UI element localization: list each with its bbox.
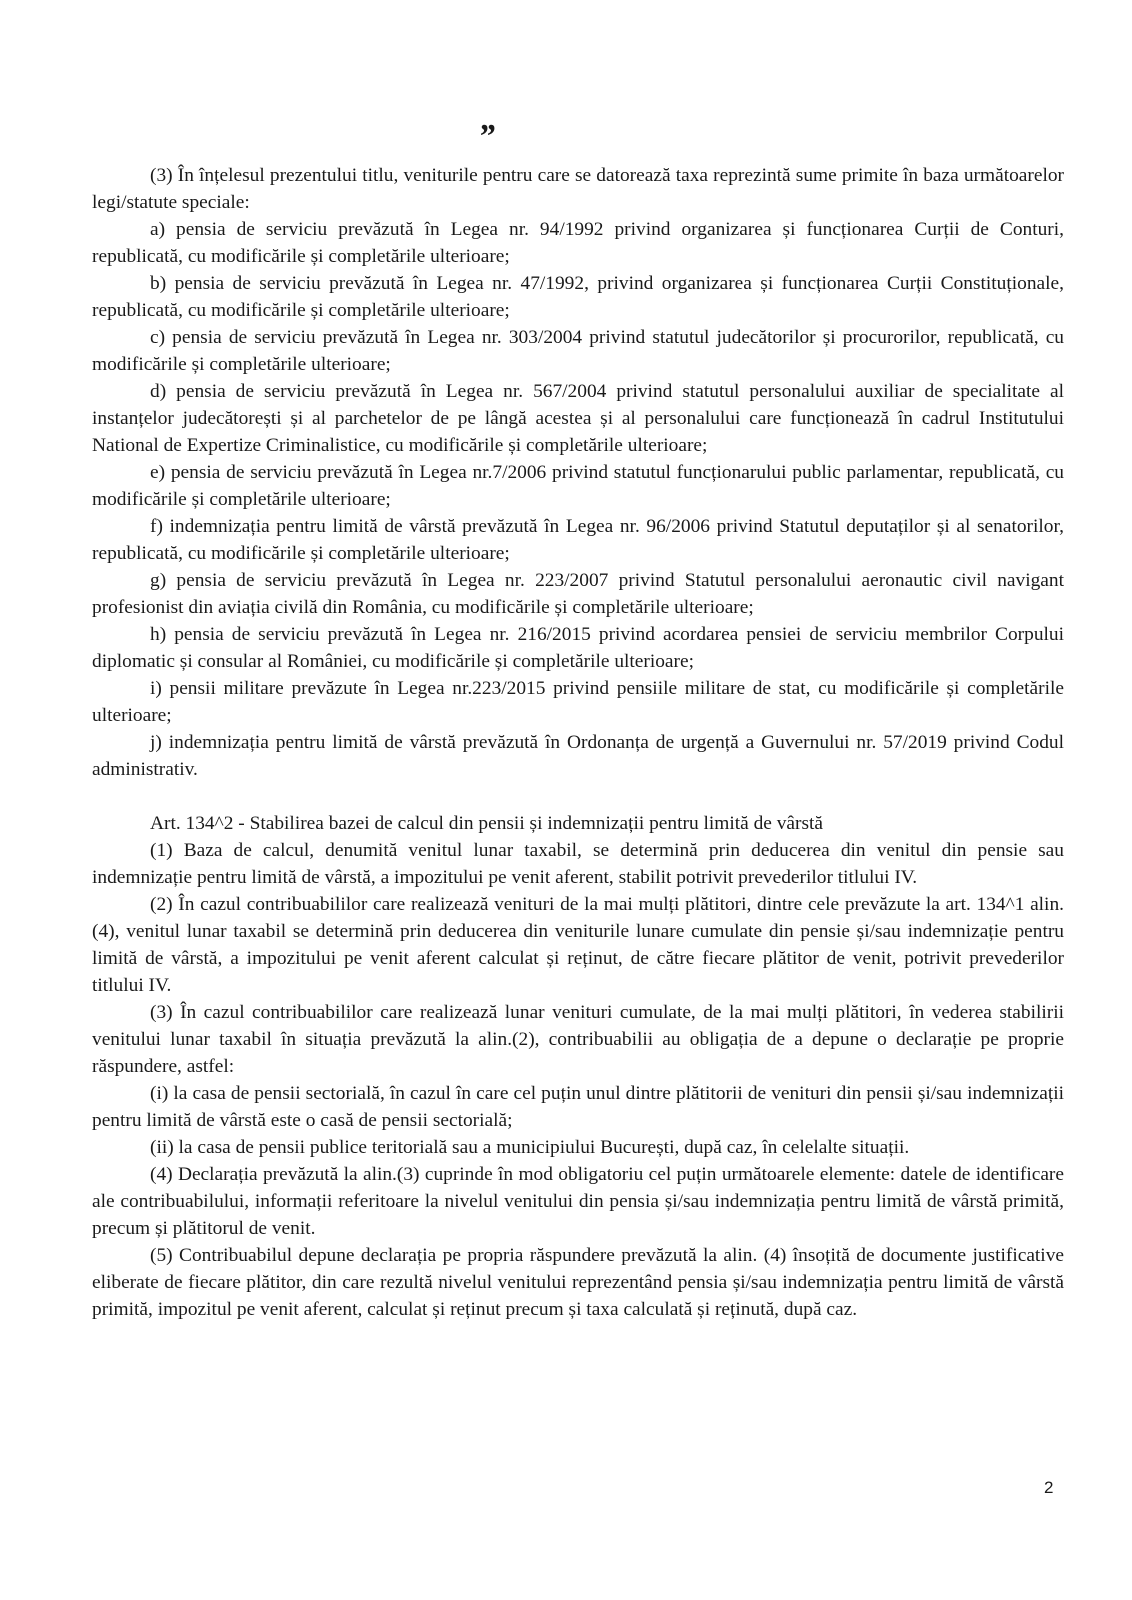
section-3-intro: (3) În înțelesul prezentului titlu, veniturile pentru care se datorează taxa reprezintă sume primite în baza următoarelor legi/statute speciale: <box>92 165 1064 213</box>
article-paragraph-5: (5) Contribuabilul depune declarația pe propria răspundere prevăzută la alin. (4) însoțită de documente justificative eliberate de fiecare plătitor, din care rezultă nivelul venitului reprezentând pensia și/sau indemnizația pentru limită de vârstă primită, impozitul pe venit aferent, calculat și reținut precum și taxa calculată și reținută, după caz. <box>92 1245 1064 1320</box>
quotation-mark: ” <box>478 118 494 155</box>
list-item-f: f) indemnizația pentru limită de vârstă prevăzută în Legea nr. 96/2006 privind Statutul deputaților și al senatorilor, republicată, cu modificările și completările ulterioare; <box>92 516 1064 564</box>
list-item-c: c) pensia de serviciu prevăzută în Legea nr. 303/2004 privind statutul judecătorilor și procurorilor, republicată, cu modificările și completările ulterioare; <box>92 327 1064 375</box>
article-paragraph-1: (1) Baza de calcul, denumită venitul lunar taxabil, se determină prin deducerea din venitul din pensie sau indemnizație pentru limită de vârstă, a impozitului pe venit aferent, stabilit potrivit prevederilor titlului IV. <box>92 840 1064 888</box>
article-title: Art. 134^2 - Stabilirea bazei de calcul din pensii și indemnizații pentru limită de vârstă <box>150 813 824 834</box>
list-item-g: g) pensia de serviciu prevăzută în Legea nr. 223/2007 privind Statutul personalului aeronautic civil navigant profesionist din aviația civilă din România, cu modificările și completările ulterioare; <box>92 570 1064 618</box>
list-item-h: h) pensia de serviciu prevăzută în Legea nr. 216/2015 privind acordarea pensiei de serviciu membrilor Corpului diplomatic și consular al României, cu modificările și completările ulterioare; <box>92 624 1064 672</box>
list-item-b: b) pensia de serviciu prevăzută în Legea nr. 47/1992, privind organizarea și funcționarea Curții Constituționale, republicată, cu modificările și completările ulterioare; <box>92 273 1064 321</box>
list-item-e: e) pensia de serviciu prevăzută în Legea nr.7/2006 privind statutul funcționarului public parlamentar, republicată, cu modificările și completările ulterioare; <box>92 462 1064 510</box>
list-item-i: i) pensii militare prevăzute în Legea nr.223/2015 privind pensiile militare de stat, cu modificările și completările ulterioare; <box>92 678 1064 726</box>
list-item-a: a) pensia de serviciu prevăzută în Legea nr. 94/1992 privind organizarea și funcționarea Curții de Conturi, republicată, cu modificările și completările ulterioare; <box>92 219 1064 267</box>
article-paragraph-3: (3) În cazul contribuabililor care realizează lunar venituri cumulate, de la mai mulți plătitori, în vederea stabilirii venitului lunar taxabil în situația prevăzută la alin.(2), contribuabilii au obligația de a depune o declarație pe proprie răspundere, astfel: <box>92 1002 1064 1077</box>
article-paragraph-4: (4) Declarația prevăzută la alin.(3) cuprinde în mod obligatoriu cel puțin următoarele elemente: datele de identificare ale contribuabilului, informații referitoare la nivelul venitului din pensia și/sau indemnizația pentru limită de vârstă primită, precum și plătitorul de venit. <box>92 1164 1064 1239</box>
article-paragraph-3-i: (i) la casa de pensii sectorială, în cazul în care cel puțin unul dintre plătitorii de venituri din pensii și/sau indemnizații pentru limită de vârstă este o casă de pensii sectorială; <box>92 1083 1064 1131</box>
page-number: 2 <box>1044 1478 1054 1497</box>
list-item-d: d) pensia de serviciu prevăzută în Legea nr. 567/2004 privind statutul personalului auxiliar de specialitate al instanțelor judecătorești și al parchetelor de pe lângă acestea și al personalului care funcționează în cadrul Institutului National de Expertize Criminalistice, cu modificările și completările ulterioare; <box>92 381 1064 456</box>
list-item-j: j) indemnizația pentru limită de vârstă prevăzută în Ordonanța de urgență a Guvernului nr. 57/2019 privind Codul administrativ. <box>92 732 1064 780</box>
article-paragraph-2: (2) În cazul contribuabililor care realizează venituri de la mai mulți plătitori, dintre cele prevăzute la art. 134^1 alin. (4), venitul lunar taxabil se determină prin deducerea din veniturile lunare cumulate din pensie și/sau indemnizație pentru limită de vârstă, a impozitului pe venit aferent calculat și reținut, de către fiecare plătitor de venit, potrivit prevederilor titlului IV. <box>92 894 1064 996</box>
document-body <box>92 162 1064 1323</box>
article-paragraph-3-ii: (ii) la casa de pensii publice teritorială sau a municipiului București, după caz, în celelalte situații. <box>150 1137 910 1158</box>
